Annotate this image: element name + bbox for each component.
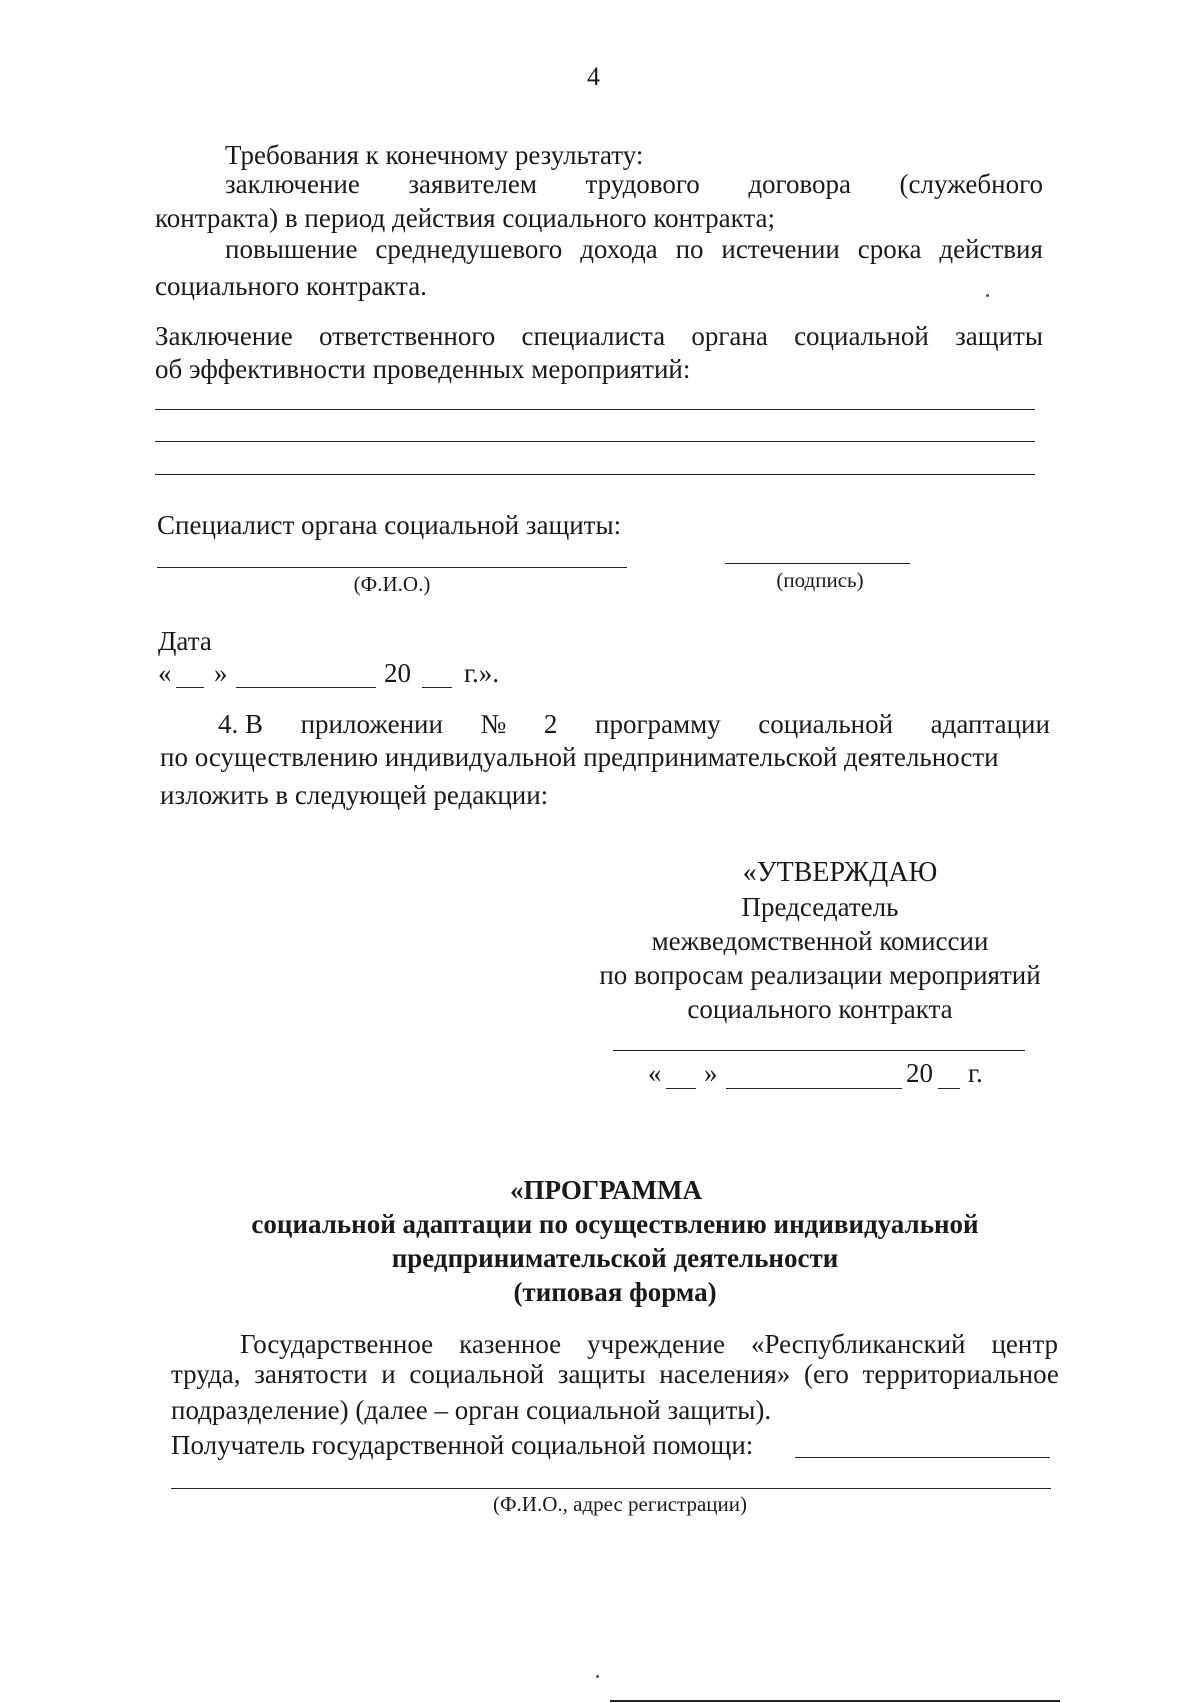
requirements-item2-continuation: социального контракта.	[155, 271, 427, 301]
scan-edge-line	[610, 1700, 1060, 1702]
program-para-line1	[240, 1329, 1058, 1360]
requirements-item1-line	[225, 169, 1043, 200]
word: казенное	[459, 1329, 562, 1359]
word: «Республиканский	[750, 1329, 966, 1359]
program-title-line: (типовая форма)	[513, 1277, 717, 1307]
approval-year-suffix: г.	[968, 1058, 983, 1088]
approval-year-prefix: 20	[906, 1058, 933, 1088]
date-label: Дата	[158, 626, 212, 656]
page-number: 4	[587, 62, 600, 91]
word: социальной	[409, 1359, 545, 1389]
program-para-line2	[171, 1359, 1059, 1390]
fio-caption: (Ф.И.О.)	[353, 572, 431, 596]
word: (служебного	[899, 169, 1043, 199]
approval-line: Председатель	[741, 892, 899, 922]
approval-day-blank	[666, 1088, 696, 1089]
point4-line2: по осуществлению индивидуальной предпринимательской деятельности	[160, 742, 999, 772]
date-month-blank	[236, 687, 376, 688]
scan-speck	[596, 1675, 599, 1678]
word: заявителем	[408, 169, 537, 199]
approval-date-field	[648, 1058, 998, 1092]
date-year-blank	[422, 687, 452, 688]
word: адаптации	[930, 709, 1050, 739]
requirements-item2-line	[225, 234, 1043, 265]
recipient-blank-inline	[795, 1457, 1050, 1458]
requirements-item1-continuation: контракта) в период действия социального контракта;	[155, 203, 776, 233]
date-quote-close: »	[214, 658, 228, 688]
conclusion-line2: об эффективности проведенных мероприятий:	[155, 354, 691, 384]
approval-line: социального контракта	[687, 994, 953, 1024]
specialist-label: Специалист органа социальной защиты:	[157, 510, 622, 540]
approval-block	[580, 856, 1060, 1026]
approval-month-blank	[726, 1088, 902, 1089]
approval-line: межведомственной комиссии	[651, 926, 989, 956]
date-field	[158, 658, 518, 692]
word: договора	[748, 169, 851, 199]
approval-year-blank	[938, 1088, 960, 1089]
word: приложении	[300, 709, 443, 739]
word: действия	[939, 234, 1043, 264]
date-year-suffix: г.».	[464, 658, 500, 688]
word: (его	[803, 1359, 849, 1389]
recipient-label: Получатель государственной социальной помощи:	[171, 1430, 754, 1460]
program-title-line: социальной адаптации по осуществлению индивидуальной	[251, 1209, 979, 1239]
program-title-line: «ПРОГРАММА	[509, 1175, 703, 1205]
word: Государственное	[240, 1329, 434, 1359]
approval-signature-line	[613, 1050, 1025, 1051]
word: дохода	[580, 234, 658, 264]
word: социальной	[794, 321, 929, 351]
approval-heading: «УТВЕРЖДАЮ	[742, 857, 938, 888]
word: 4. В	[218, 709, 264, 739]
word: специалиста	[521, 321, 666, 351]
word: ответственного	[318, 321, 496, 351]
word: трудового	[585, 169, 700, 199]
conclusion-line1	[155, 321, 1043, 352]
approval-quote-close: »	[704, 1058, 718, 1088]
word: территориальное	[862, 1359, 1059, 1389]
requirements-heading: Требования к конечному результату:	[225, 140, 644, 170]
program-title	[150, 1173, 1080, 1309]
word: №	[480, 709, 507, 739]
conclusion-blank-line-1	[155, 409, 1035, 410]
date-day-blank	[176, 687, 204, 688]
word: программу	[595, 709, 721, 739]
word: учреждение	[587, 1329, 725, 1359]
word: Заключение	[155, 321, 293, 351]
conclusion-blank-line-3	[155, 474, 1035, 475]
word: срока	[857, 234, 922, 264]
conclusion-blank-line-2	[155, 441, 1035, 442]
word: центр	[991, 1329, 1058, 1359]
point4-line3: изложить в следующей редакции:	[160, 780, 549, 810]
signature-blank-line	[725, 563, 910, 564]
word: повышение	[225, 234, 358, 264]
word: по	[675, 234, 704, 264]
word: среднедушевого	[375, 234, 563, 264]
word: населения»	[659, 1359, 791, 1389]
word: 2	[543, 709, 558, 739]
word: истечении	[721, 234, 840, 264]
signature-caption: (подпись)	[776, 568, 864, 592]
word: защиты	[557, 1359, 646, 1389]
approval-line: по вопросам реализации мероприятий	[599, 960, 1041, 990]
recipient-caption: (Ф.И.О., адрес регистрации)	[492, 1492, 748, 1516]
word: заключение	[225, 169, 360, 199]
approval-quote-open: «	[648, 1058, 662, 1088]
point4-line1	[218, 709, 1050, 740]
date-quote-open: «	[158, 658, 172, 688]
word: защиты	[955, 321, 1043, 351]
word: труда,	[171, 1359, 241, 1389]
recipient-blank-line	[171, 1488, 1051, 1489]
scan-speck	[986, 294, 989, 297]
program-title-line: предпринимательской деятельности	[391, 1243, 839, 1273]
word: занятости	[254, 1359, 368, 1389]
word: и	[381, 1359, 396, 1389]
fio-blank-line	[157, 567, 627, 568]
date-year-prefix: 20	[384, 658, 411, 688]
program-para-line3: подразделение) (далее – орган социальной защиты).	[171, 1395, 772, 1425]
word: социальной	[758, 709, 894, 739]
word: органа	[691, 321, 768, 351]
